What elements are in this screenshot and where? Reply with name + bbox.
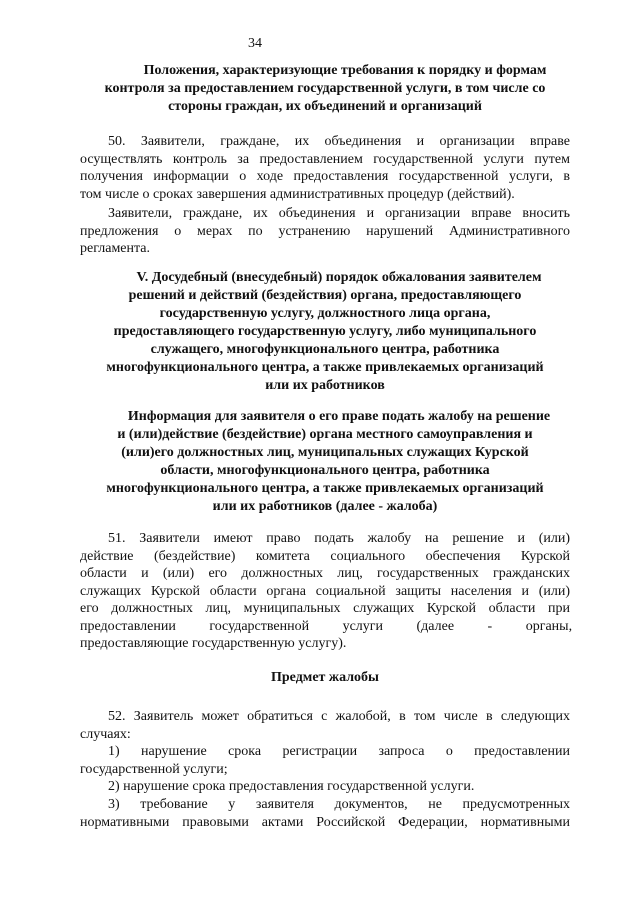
paragraph-51 xyxy=(80,530,573,653)
heading-line: решений и действий (бездействия) органа, предоставляющего xyxy=(128,288,522,303)
text-line: государственной услуги; xyxy=(80,761,228,777)
heading-control xyxy=(80,62,570,116)
text-line: Заявители, граждане, их объединения и организации вправе вносить xyxy=(108,206,570,221)
text-line: предложения о мерах по устранению нарушений Административного xyxy=(80,223,570,239)
list-item-3 xyxy=(80,796,570,831)
heading-line: служащего, многофункционального центра, работника xyxy=(150,342,500,357)
heading-line: Информация для заявителя о его праве подать жалобу на решение xyxy=(127,409,551,424)
text-line: 1) нарушение срока регистрации запроса о предоставлении xyxy=(108,744,570,759)
paragraph-50 xyxy=(80,133,570,203)
heading-line: области, многофункционального центра, работника xyxy=(160,463,490,478)
heading-section-v xyxy=(80,269,570,395)
heading-line: V. Досудебный (внесудебный) порядок обжалования заявителем xyxy=(136,270,542,285)
heading-line: и (или)действие (бездействие) органа местного самоуправления и xyxy=(117,427,533,442)
heading-line: Предмет жалобы xyxy=(271,670,379,685)
text-line: регламента. xyxy=(80,241,151,256)
page-number: 34 xyxy=(248,36,262,51)
heading-information xyxy=(80,408,570,516)
text-line: служащих Курской области органа социальной защиты населения и (или) xyxy=(80,583,570,599)
text-line: 50. Заявители, граждане, их объединения и организации вправе xyxy=(108,134,570,149)
heading-line: многофункционального центра, а также привлекаемых организаций xyxy=(106,481,544,496)
text-line: 2) нарушение срока предоставления государственной услуги. xyxy=(108,779,475,794)
text-line: осуществлять контроль за предоставлением государственной услуги путем xyxy=(80,151,570,167)
paragraph-52 xyxy=(80,708,570,743)
text-line: 3) требование у заявителя документов, не предусмотренных xyxy=(108,797,570,812)
list-item-1 xyxy=(80,743,570,778)
text-line: области и (или) его должностных лиц, государственных гражданских xyxy=(80,566,570,581)
heading-line: Положения, характеризующие требования к порядку и формам xyxy=(143,63,547,78)
heading-line: стороны граждан, их объединений и организаций xyxy=(168,99,482,114)
text-line: 51. Заявители имеют право подать жалобу на решение и (или) xyxy=(108,531,570,546)
text-line: действие (бездействие) комитета социального обеспечения Курской xyxy=(80,548,570,564)
heading-line: предоставляющего государственную услугу, либо муниципального xyxy=(113,324,537,339)
heading-line: или их работников (далее - жалоба) xyxy=(212,499,438,514)
text-line: 52. Заявитель может обратиться с жалобой, в том числе в следующих xyxy=(108,709,570,724)
heading-complaint-subject xyxy=(80,669,570,687)
text-line: нормативными правовыми актами Российской Федерации, нормативными xyxy=(80,814,570,830)
list-item-2 xyxy=(80,778,570,796)
heading-line: контроля за предоставлением государственной услуги, в том числе со xyxy=(104,81,546,96)
heading-line: государственную услугу, должностного лица органа, xyxy=(159,306,491,321)
text-line: предоставлении государственной услуги (далее - органы, xyxy=(80,618,573,634)
text-line: предоставляющие государственную услугу). xyxy=(80,636,347,651)
paragraph-50b xyxy=(80,205,570,258)
text-line: том числе о сроках завершения административных процедур (действий). xyxy=(80,186,515,202)
heading-line: (или)его должностных лиц, муниципальных служащих Курской xyxy=(121,445,529,460)
text-line: получения информации о ходе предоставления государственной услуги, в xyxy=(80,169,570,184)
text-line: его должностных лиц, муниципальных служащих Курской области при xyxy=(80,601,570,616)
heading-line: или их работников xyxy=(265,378,385,393)
heading-line: многофункционального центра, а также привлекаемых организаций xyxy=(106,360,544,375)
text-line: случаях: xyxy=(80,726,131,742)
